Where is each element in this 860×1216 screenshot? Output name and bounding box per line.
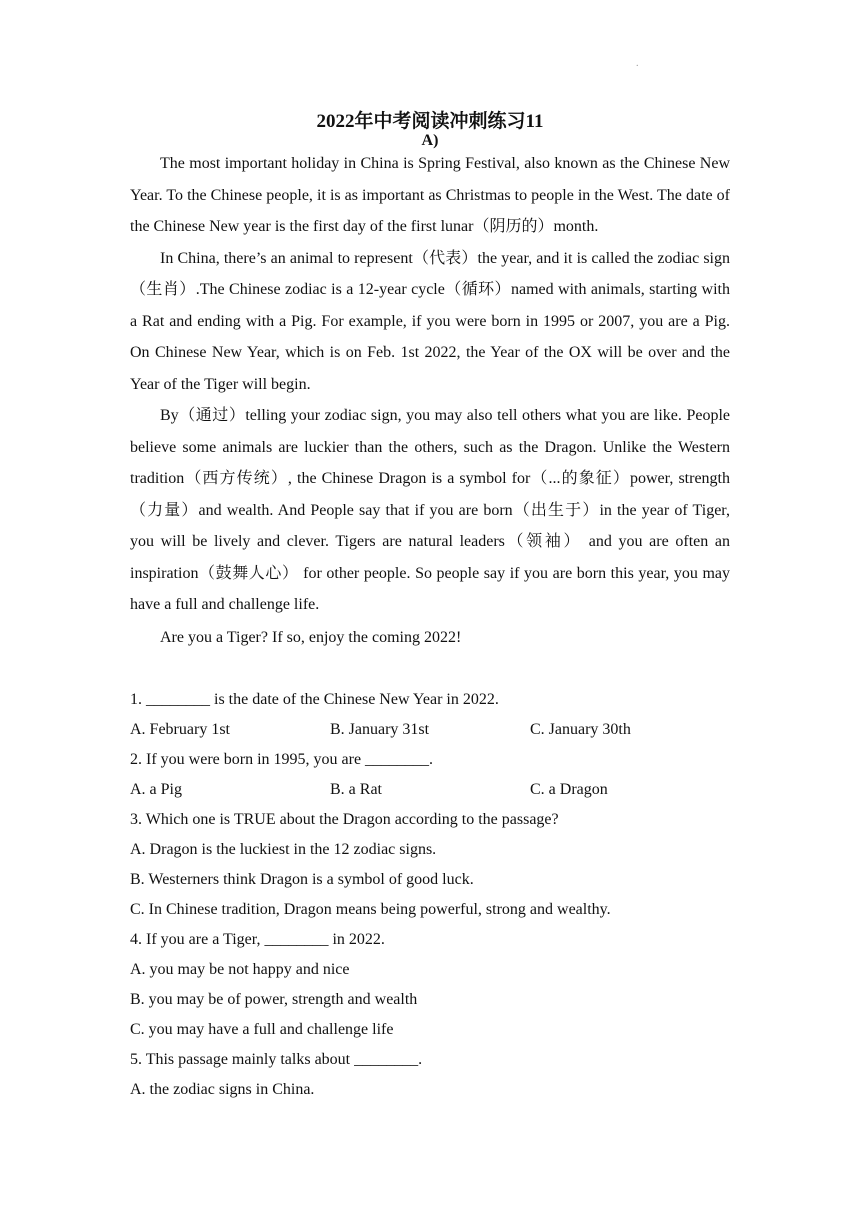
paragraph: By（通过）telling your zodiac sign, you may also tell others what you are like. People believe some animals are luckier than the others, such as the Dragon. Unlike the Western tradition（西方传统）, the Chinese Dragon is a symbol for（...的象征）power, strength（力量）and wealth. And People say that if you are born（出生于）in the year of Tiger, you will be lively and clever. Tigers are natural leaders（领袖） and you are often an inspiration（鼓舞人心） for other people. So people say if you are born this year, you may have a full and challenge life. [130,407,730,613]
question-stem: 5. This passage mainly talks about ________. [130,1051,423,1068]
option: C. a Dragon [530,781,608,798]
option: B. Westerners think Dragon is a symbol of good luck. [130,871,474,888]
question-stem: 2. If you were born in 1995, you are ________. [130,751,434,768]
reading-passage [130,148,730,653]
option: C. you may have a full and challenge life [130,1021,394,1038]
header-mark: . [636,58,639,69]
option: A. Dragon is the luckiest in the 12 zodiac signs. [130,841,437,858]
question-stem: 4. If you are a Tiger, ________ in 2022. [130,931,385,948]
option: B. you may be of power, strength and wealth [130,991,418,1008]
option: A. a Pig [130,781,182,798]
question-stem: 3. Which one is TRUE about the Dragon according to the passage? [130,811,559,828]
option-row [130,715,750,745]
paragraph: The most important holiday in China is Spring Festival, also known as the Chinese New Year. To the Chinese people, it is as important as Christmas to people in the West. The date of the Chinese New year is the first day of the first lunar（阴历的）month. [130,155,730,235]
question-list [130,685,750,1105]
option: A. February 1st [130,721,230,738]
option: A. the zodiac signs in China. [130,1081,315,1098]
paragraph: In China, there’s an animal to represent（代表）the year, and it is called the zodiac sign（生肖）.The Chinese zodiac is a 12-year cycle（循环）named with animals, starting with a Rat and ending with a Pig. For example, if you were born in 1995 or 2007, you are a Pig. On Chinese New Year, which is on Feb. 1st 2022, the Year of the OX will be over and the Year of the Tiger will begin. [130,249,730,393]
option: C. January 30th [530,721,631,738]
option: C. In Chinese tradition, Dragon means being powerful, strong and wealthy. [130,901,611,918]
page-title: 2022年中考阅读冲刺练习11 [316,111,544,132]
option-row [130,775,750,805]
option: B. January 31st [330,721,430,738]
option: B. a Rat [330,781,382,798]
question-stem: 1. ________ is the date of the Chinese New Year in 2022. [130,691,499,708]
option: A. you may be not happy and nice [130,961,350,978]
section-label: A) [421,132,439,149]
paragraph: Are you a Tiger? If so, enjoy the coming 2022! [160,628,462,646]
